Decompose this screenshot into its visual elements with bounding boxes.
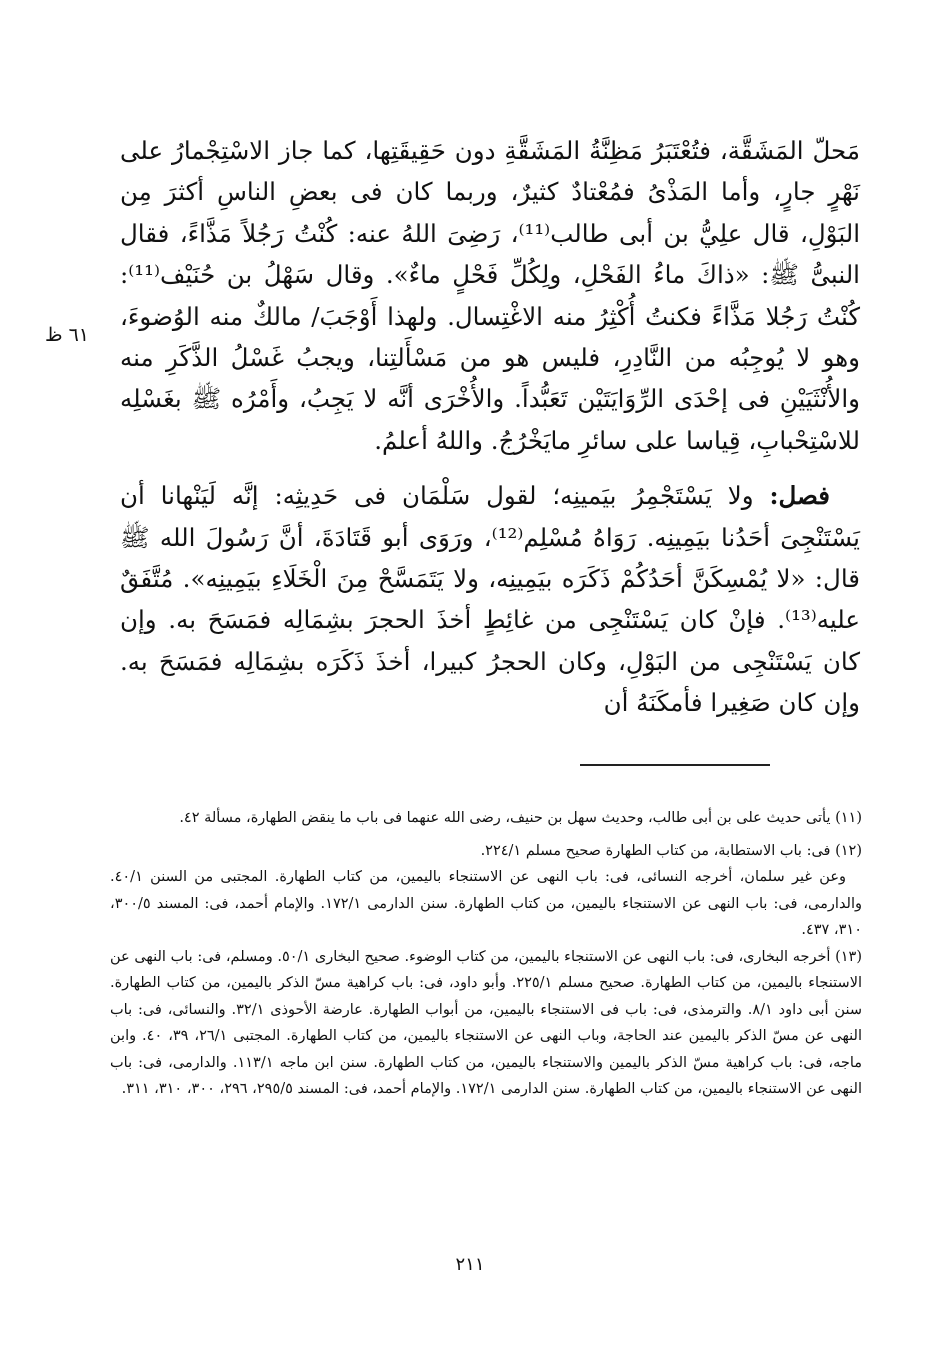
page-number: ٢١١ [455,1254,485,1275]
footnote-separator-line [580,764,770,766]
body-paragraph-1: مَحلّ المَشَقَّة، فتُعْتَبَرُ مَظِنَّةُ المَشَقَّةِ دون حَقِيقَتِها، كما جاز الاسْتِجْمارُ على نَهْرٍ جارٍ، وأما المَذْىُ فمُعْتادٌ كثيرٌ، وربما كان فى بعضِ الناسِ أكثرَ مِن البَوْلِ، قال علِيُّ بن أبى طالب⁽¹¹⁾، رَضِىَ اللهُ عنه: كُنْتُ رَجُلاً مَذَّاءً، فقال النبىُّ ﷺ: «ذاكَ ماءُ الفَحْلِ، ولِكُلِّ فَحْلٍ ماءٌ». وقال سَهْلُ بن حُنَيْف⁽¹¹⁾: كُنْتُ رَجُلا مَذَّاءً فكنتُ أُكْثِرُ منه الاغْتِسال. ولهذا أَوْجَبَ/ مالكٌ منه الوُضوءَ، وهو لا يُوجِبُه من النَّادِرِ، فليس هو من مَسْأَلتِنا، ويجبُ غَسْلُ الذَّكَرِ منه والأُنْثَيَيْنِ فى إحْدَى الرِّوَايَتَيْن تَعَبُّداً. والأُخْرَى أنَّه لا يَجِبُ، وأَمْرُه ﷺ بغَسْلِه للاسْتِحْبابِ، قِياسا على سائرِ مايَخْرُجُ. واللهُ أعلمُ. [120,136,860,455]
manuscript-folio-marker: ٦١ ظ [44,324,90,346]
body-paragraph-2-text: ولا يَسْتَجْمِرُ بيَمينِه؛ لقول سَلْمَان فى حَدِيثِه: إنَّه لَيَنْهانا أن يَسْتَنْجِىَ أحَدُنا بيَمِينِه. رَوَاهُ مُسْلِم⁽¹²⁾، ورَوَى أبو قَتَادَةَ، أنَّ رَسُولَ الله ﷺ قال: «لا يُمْسِكَنَّ أحَدُكُمْ ذَكَرَه بيَمِينِه، ولا يَتَمَسَّحْ مِنَ الْخَلَاءِ بيَمِينِه». مُتَّفَقٌ عليه⁽¹³⁾. فإنْ كان يَسْتَنْجِى من غائِطٍ أخذَ الحجرَ بشِمَالِه فمَسَحَ به. وإن كان يَسْتَنْجِى من البَوْلِ، وكان الحجرُ كبيرا، أخذَ ذَكَرَه بشِمَالِه فمَسَحَ به. وإن كان صَغِيرا فأمكَنَهُ أن [120,481,860,718]
footnote-11: (١١) يأتى حديث على بن أبى طالب، وحديث سهل بن حنيف، رضى الله عنهما فى باب ما ينقض الطهارة، مسألة ٤٢. [179,810,862,826]
body-paragraph-2 [120,475,860,723]
footnote-12-continued: وعن غير سلمان، أخرجه النسائى، فى: باب النهى عن الاستنجاء باليمين، من كتاب الطهارة. المجتبى من السنن ٤٠/١. والدارمى، فى: باب النهى عن الاستنجاء باليمين، من كتاب الطهارة. سنن الدارمى ١٧٢/١. والإمام أحمد، فى: المسند ٣٠٠/٥، ٣١٠، ٤٣٧. [110,869,863,938]
footnotes-section [110,805,862,1103]
fasl-heading: فصل: [769,481,830,511]
main-body-text [120,130,860,724]
footnote-13: (١٣) أخرجه البخارى، فى: باب النهى عن الاستنجاء باليمين، من كتاب الوضوء. صحيح البخارى ٥٠/١. ومسلم، فى: باب النهى عن الاستنجاء باليمين، من كتاب الطهارة. صحيح مسلم ٢٢٥/١. وأبو داود، فى: باب كراهية مسّ الذكر باليمين، من كتاب الطهارة. سنن أبى داود ٨/١. والترمذى، فى: باب فى الاستنجاء باليمين، من أبواب الطهارة. عارضة الأحوذى ٣٢/١. والنسائى، فى: باب النهى عن مسّ الذكر باليمين عند الحاجة، وباب النهى عن الاستنجاء باليمين، من كتاب الطهارة. المجتبى ٢٦/١، ٣٩، ٤٠. وابن ماجه، فى: باب كراهية مسّ الذكر باليمين والاستنجاء باليمين، من كتاب الطهارة. سنن ابن ماجه ١١٣/١. والدارمى، فى: باب النهى عن الاستنجاء باليمين، من كتاب الطهارة. سنن الدارمى ١٧٢/١. والإمام أحمد، فى: المسند ٢٩٥/٥، ٢٩٦، ٣٠٠، ٣١٠، ٣١١. [110,948,863,1097]
footnote-12: (١٢) فى: باب الاستطابة، من كتاب الطهارة صحيح مسلم ٢٢٤/١. [480,842,862,859]
